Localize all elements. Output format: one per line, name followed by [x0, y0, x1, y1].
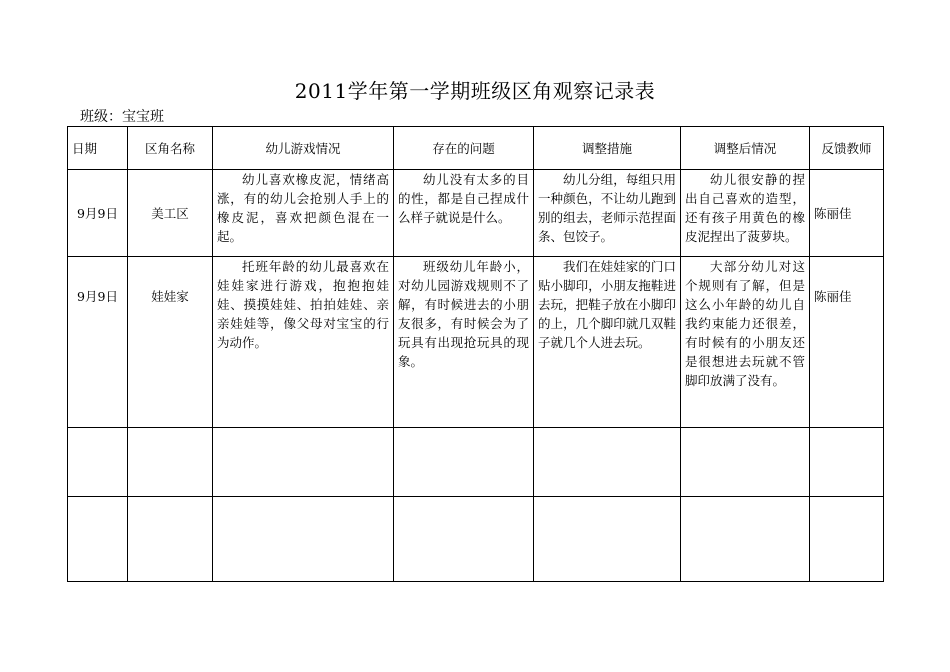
- cell-result-text: 幼儿很安静的捏出自己喜欢的造型，还有孩子用黄色的橡皮泥捏出了菠萝块。: [685, 172, 805, 244]
- cell-problem-text: 班级幼儿年龄小，对幼儿园游戏规则不了解，有时候进去的小朋友很多，有时候会为了玩具有出现抢玩具的现象。: [398, 259, 529, 369]
- cell-problem: [394, 170, 534, 257]
- cell-play: [213, 428, 394, 497]
- cell-result: [681, 257, 810, 428]
- cell-date: 9月9日: [68, 257, 128, 428]
- cell-result: [681, 428, 810, 497]
- table-row: [68, 428, 884, 497]
- cell-measure-text: 我们在娃娃家的门口贴小脚印，小朋友拖鞋进去玩，把鞋子放在小脚印的上，几个脚印就几双鞋子就几个人进去玩。: [538, 259, 676, 350]
- header-play: 幼儿游戏情况: [213, 127, 394, 170]
- cell-teacher: 陈丽佳: [810, 257, 884, 428]
- header-problem: 存在的问题: [394, 127, 534, 170]
- cell-play: [213, 497, 394, 582]
- cell-teacher: 陈丽佳: [810, 170, 884, 257]
- cell-problem: [394, 497, 534, 582]
- cell-result-text: 大部分幼儿对这个规则有了解，但是这么小年龄的幼儿自我约束能力还很差，有时候有的小朋友还是很想进去玩就不管脚印放满了没有。: [685, 259, 805, 388]
- cell-play: [213, 170, 394, 257]
- table-row: [68, 170, 884, 257]
- cell-teacher: [810, 428, 884, 497]
- cell-problem: [394, 428, 534, 497]
- table-row: [68, 257, 884, 428]
- cell-problem: [394, 257, 534, 428]
- cell-measure: [534, 257, 681, 428]
- header-teacher: 反馈教师: [810, 127, 884, 170]
- cell-date: [68, 428, 128, 497]
- cell-date: [68, 497, 128, 582]
- cell-play-text: 托班年龄的幼儿最喜欢在娃娃家进行游戏，抱抱抱娃娃、摸摸娃娃、拍拍娃娃、亲亲娃娃等，像父母对宝宝的行为动作。: [217, 259, 389, 350]
- cell-result: [681, 497, 810, 582]
- cell-play: [213, 257, 394, 428]
- cell-measure-text: 幼儿分组，每组只用一种颜色，不让幼儿跑到别的组去，老师示范捏面条、包饺子。: [538, 172, 676, 244]
- cell-area: [128, 497, 213, 582]
- cell-area: 美工区: [128, 170, 213, 257]
- cell-play-text: 幼儿喜欢橡皮泥，情绪高涨，有的幼儿会抢别人手上的橡皮泥，喜欢把颜色混在一起。: [217, 172, 389, 244]
- cell-problem-text: 幼儿没有太多的目的性，都是自己捏成什么样子就说是什么。: [398, 172, 529, 225]
- header-date: 日期: [68, 127, 128, 170]
- class-label: 班级：宝宝班: [80, 109, 164, 125]
- header-area: 区角名称: [128, 127, 213, 170]
- cell-area: 娃娃家: [128, 257, 213, 428]
- cell-measure: [534, 428, 681, 497]
- cell-measure: [534, 497, 681, 582]
- cell-result: [681, 170, 810, 257]
- document-title: 2011学年第一学期班级区角观察记录表: [294, 79, 656, 103]
- cell-measure: [534, 170, 681, 257]
- cell-teacher: [810, 497, 884, 582]
- cell-date: 9月9日: [68, 170, 128, 257]
- cell-area: [128, 428, 213, 497]
- observation-table: [67, 126, 884, 582]
- header-measure: 调整措施: [534, 127, 681, 170]
- header-result: 调整后情况: [681, 127, 810, 170]
- table-header-row: [68, 127, 884, 170]
- table-row: [68, 497, 884, 582]
